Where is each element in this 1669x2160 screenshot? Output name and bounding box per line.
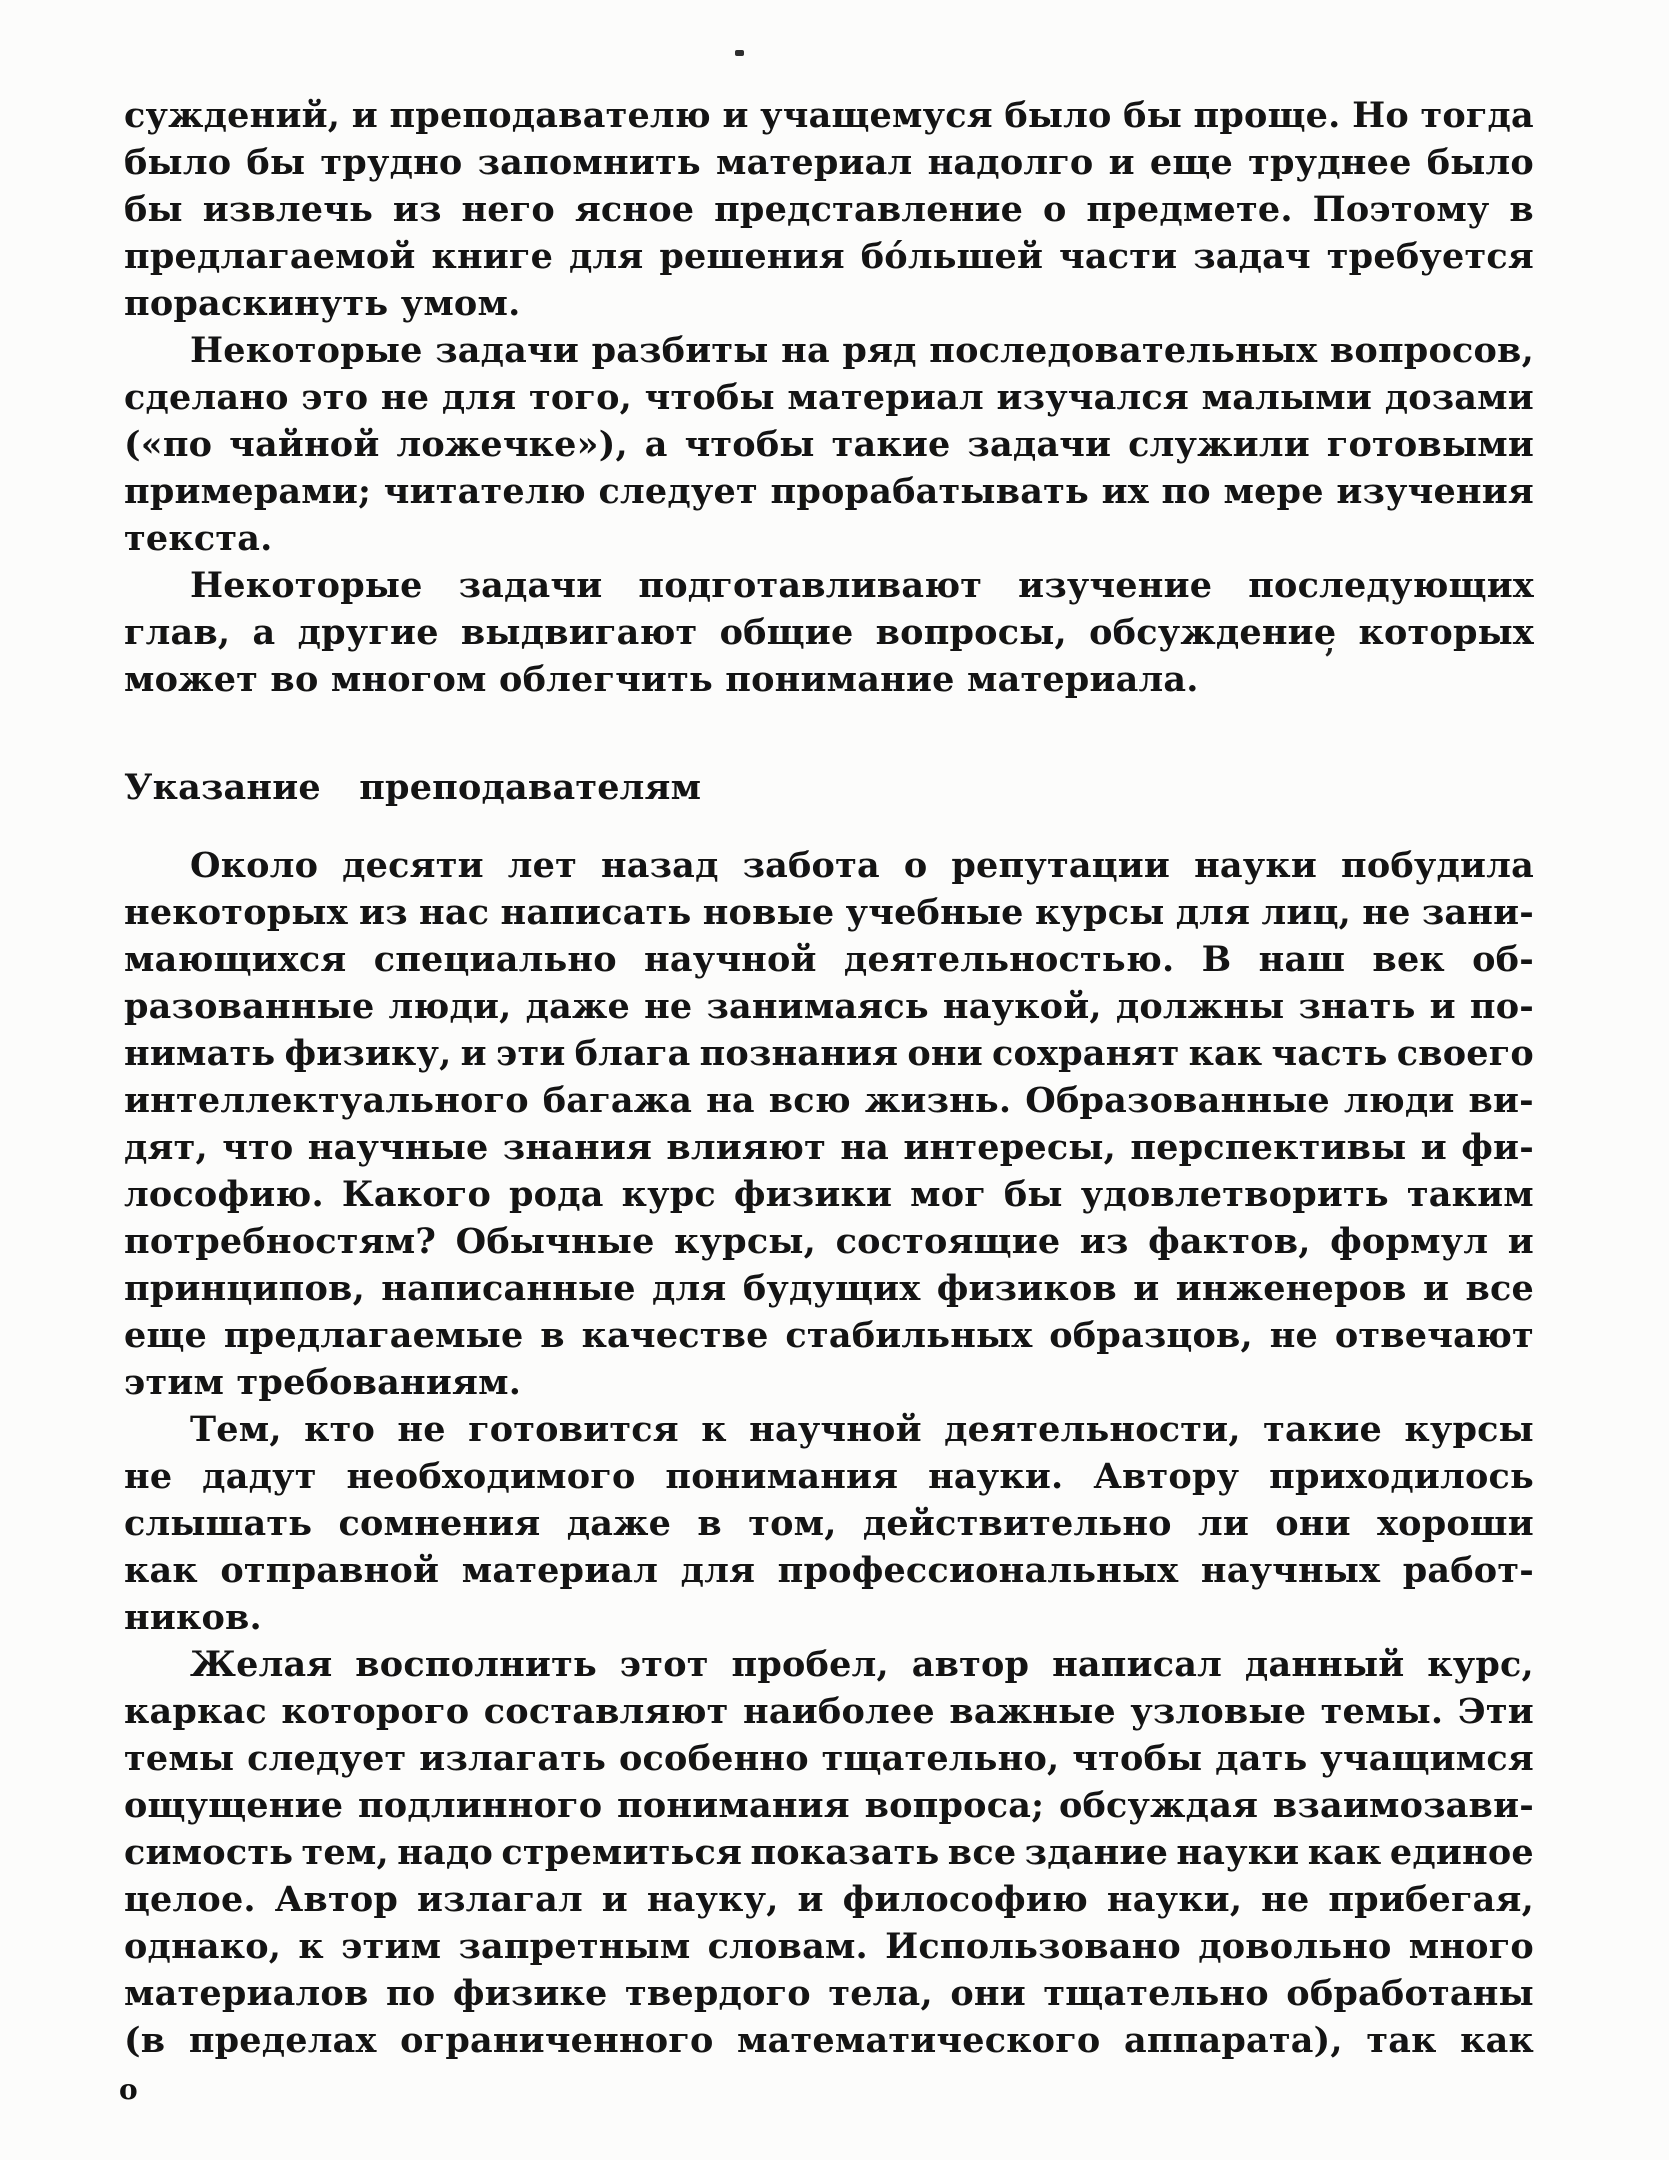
text-line: было бы трудно запомнить материал надолго и еще труднее было (124, 142, 1534, 183)
paragraph (124, 92, 1534, 327)
text-line: Около десяти лет назад забота о репутации науки побудила (190, 845, 1534, 886)
text-line: потребностям? Обычные курсы, состоящие из фактов, формул и (124, 1221, 1534, 1262)
text-line: ников. (124, 1597, 262, 1638)
text-line: текста. (124, 518, 273, 559)
text-line: разованные люди, даже не занимаясь наукой, должны знать и по- (124, 986, 1534, 1027)
ink-speck (735, 50, 744, 56)
text-line: нимать физику, и эти блага познания они сохранят как часть своего (124, 1033, 1534, 1074)
paragraph (124, 842, 1534, 1406)
text-line: (в пределах ограниченного математического аппарата), так как (124, 2020, 1534, 2061)
text-line: дят, что научные знания влияют на интересы, перспективы и фи- (124, 1127, 1534, 1168)
text-line: материалов по физике твердого тела, они тщательно обработаны (124, 1973, 1534, 2014)
text-line: этим требованиям. (124, 1362, 522, 1403)
text-line: может во многом облегчить понимание материала. (124, 659, 1199, 700)
text-line: пораскинуть умом. (124, 283, 521, 324)
signature-mark: о (119, 2073, 138, 2106)
paragraph (124, 1641, 1534, 2064)
paragraph (124, 562, 1534, 703)
text-line: каркас которого составляют наиболее важные узловые темы. Эти (124, 1691, 1534, 1732)
text-line: («по чайной ложечке»), а чтобы такие задачи служили готовыми (124, 424, 1534, 465)
section-heading (124, 764, 1534, 811)
text-line: суждений, и преподавателю и учащемуся было бы проще. Но тогда (124, 95, 1534, 136)
text-line: как отправной материал для профессиональных научных работ- (124, 1550, 1534, 1591)
text-line: Некоторые задачи разбиты на ряд последовательных вопросов, (190, 330, 1534, 371)
heading-line: Указание преподавателям (124, 767, 702, 808)
text-line: однако, к этим запретным словам. Использовано довольно много (124, 1926, 1534, 1967)
stray-ink-mark: ’ (1324, 643, 1335, 678)
text-column (124, 92, 1534, 2064)
text-line: интеллектуального багажа на всю жизнь. Образованные люди ви- (124, 1080, 1534, 1121)
text-line: принципов, написанные для будущих физиков и инженеров и все (124, 1268, 1534, 1309)
text-line: ощущение подлинного понимания вопроса; обсуждая взаимозави- (124, 1785, 1534, 1826)
paragraph (124, 327, 1534, 562)
text-line: Некоторые задачи подготавливают изучение последующих (190, 565, 1534, 606)
text-line: не дадут необходимого понимания науки. Автору приходилось (124, 1456, 1534, 1497)
text-line: мающихся специально научной деятельностью. В наш век об- (124, 939, 1534, 980)
text-line: бы извлечь из него ясное представление о предмете. Поэтому в (124, 189, 1534, 230)
text-line: некоторых из нас написать новые учебные курсы для лиц, не зани- (124, 892, 1534, 933)
text-line: глав, а другие выдвигают общие вопросы, обсуждение которых (124, 612, 1534, 653)
text-line: целое. Автор излагал и науку, и философию науки, не прибегая, (124, 1879, 1534, 1920)
paragraph (124, 1406, 1534, 1641)
text-line: слышать сомнения даже в том, действительно ли они хороши (124, 1503, 1534, 1544)
text-line: Тем, кто не готовится к научной деятельности, такие курсы (190, 1409, 1534, 1450)
text-line: примерами; читателю следует прорабатывать их по мере изучения (124, 471, 1534, 512)
text-line: лософию. Какого рода курс физики мог бы удовлетворить таким (124, 1174, 1534, 1215)
text-line: Желая восполнить этот пробел, автор написал данный курс, (190, 1644, 1534, 1685)
text-line: симость тем, надо стремиться показать все здание науки как единое (124, 1832, 1534, 1873)
text-line: сделано это не для того, чтобы материал изучался малыми дозами (124, 377, 1534, 418)
text-line: темы следует излагать особенно тщательно, чтобы дать учащимся (124, 1738, 1534, 1779)
text-line: предлагаемой книге для решения бо́льшей части задач требуется (124, 236, 1534, 277)
text-line: еще предлагаемые в качестве стабильных образцов, не отвечают (124, 1315, 1534, 1356)
